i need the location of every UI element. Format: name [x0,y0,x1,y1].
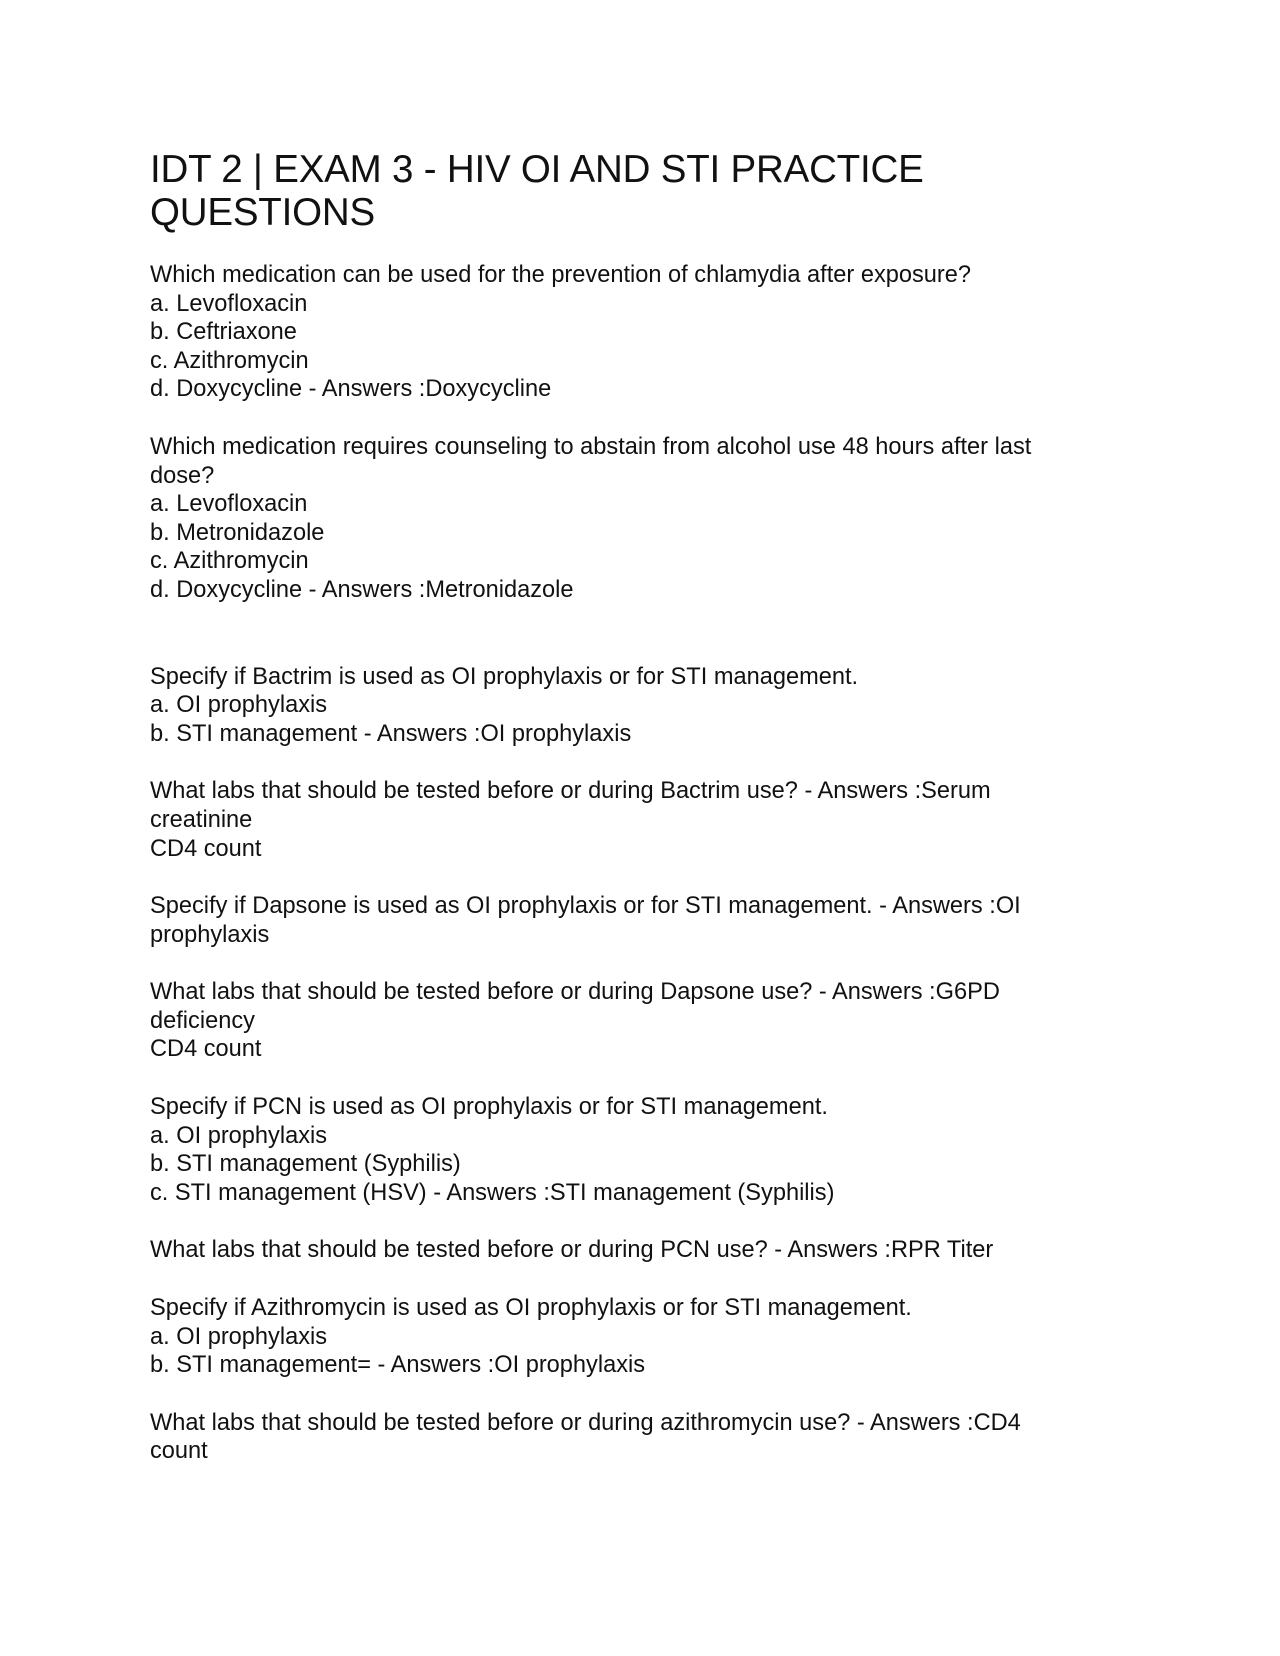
answer-option: a. Levofloxacin [150,491,308,518]
answer-text: prophylaxis [150,921,270,948]
question-text: Specify if PCN is used as OI prophylaxis or for STI management. [150,1094,828,1121]
answer-option: b. Ceftriaxone [150,319,297,346]
answer-option: c. STI management (HSV) - Answers :STI management (Syphilis) [150,1179,835,1206]
question-block-azithromycin-labs [150,1409,1090,1466]
question-block-chlamydia-prevention [150,261,1090,404]
question-block-pcn-use [150,1093,1090,1207]
question-text: Specify if Bactrim is used as OI prophylaxis or for STI management. [150,663,859,690]
question-block-bactrim-use [150,663,1090,749]
question-block-pcn-labs [150,1236,1090,1265]
question-block-dapsone-use [150,892,1090,949]
question-text: Specify if Azithromycin is used as OI prophylaxis or for STI management. [150,1295,912,1322]
answer-option: a. OI prophylaxis [150,1323,328,1350]
question-text: What labs that should be tested before or during PCN use? - Answers :RPR Titer [150,1237,994,1264]
answer-text: CD4 count [150,1036,262,1063]
question-text: Which medication can be used for the prevention of chlamydia after exposure? [150,262,972,288]
answer-option: b. STI management - Answers :OI prophylaxis [150,720,632,747]
question-text: What labs that should be tested before or during Dapsone use? - Answers :G6PD [150,979,1000,1006]
title-line: IDT 2 | EXAM 3 - HIV OI AND STI PRACTICE [150,148,924,191]
answer-option: b. STI management (Syphilis) [150,1151,461,1178]
answer-option: d. Doxycycline - Answers :Metronidazole [150,576,574,603]
answer-option: d. Doxycycline - Answers :Doxycycline [150,376,552,403]
document-page [150,148,1090,1466]
question-block-bactrim-labs [150,777,1090,863]
title-line: QUESTIONS [150,191,375,234]
answer-text: count [150,1438,208,1465]
question-text: dose? [150,462,215,489]
answer-option: b. Metronidazole [150,519,325,546]
question-block-dapsone-labs [150,978,1090,1064]
answer-option: c. Azithromycin [150,347,309,374]
document-title [150,148,1090,234]
question-text: Which medication requires counseling to abstain from alcohol use 48 hours after last [150,433,1032,460]
question-block-alcohol-counseling [150,433,1090,605]
answer-option: a. Levofloxacin [150,290,308,317]
question-text: What labs that should be tested before or during azithromycin use? - Answers :CD4 [150,1409,1021,1436]
answer-option: a. OI prophylaxis [150,692,328,719]
answer-option: a. OI prophylaxis [150,1122,328,1149]
answer-text: creatinine [150,806,253,833]
answer-option: c. Azithromycin [150,548,309,575]
question-text: What labs that should be tested before or during Bactrim use? - Answers :Serum [150,778,991,805]
answer-text: deficiency [150,1007,255,1034]
question-text: Specify if Dapsone is used as OI prophylaxis or for STI management. - Answers :OI [150,893,1021,920]
question-block-azithromycin-use [150,1294,1090,1380]
answer-option: b. STI management= - Answers :OI prophylaxis [150,1352,646,1379]
answer-text: CD4 count [150,835,262,862]
